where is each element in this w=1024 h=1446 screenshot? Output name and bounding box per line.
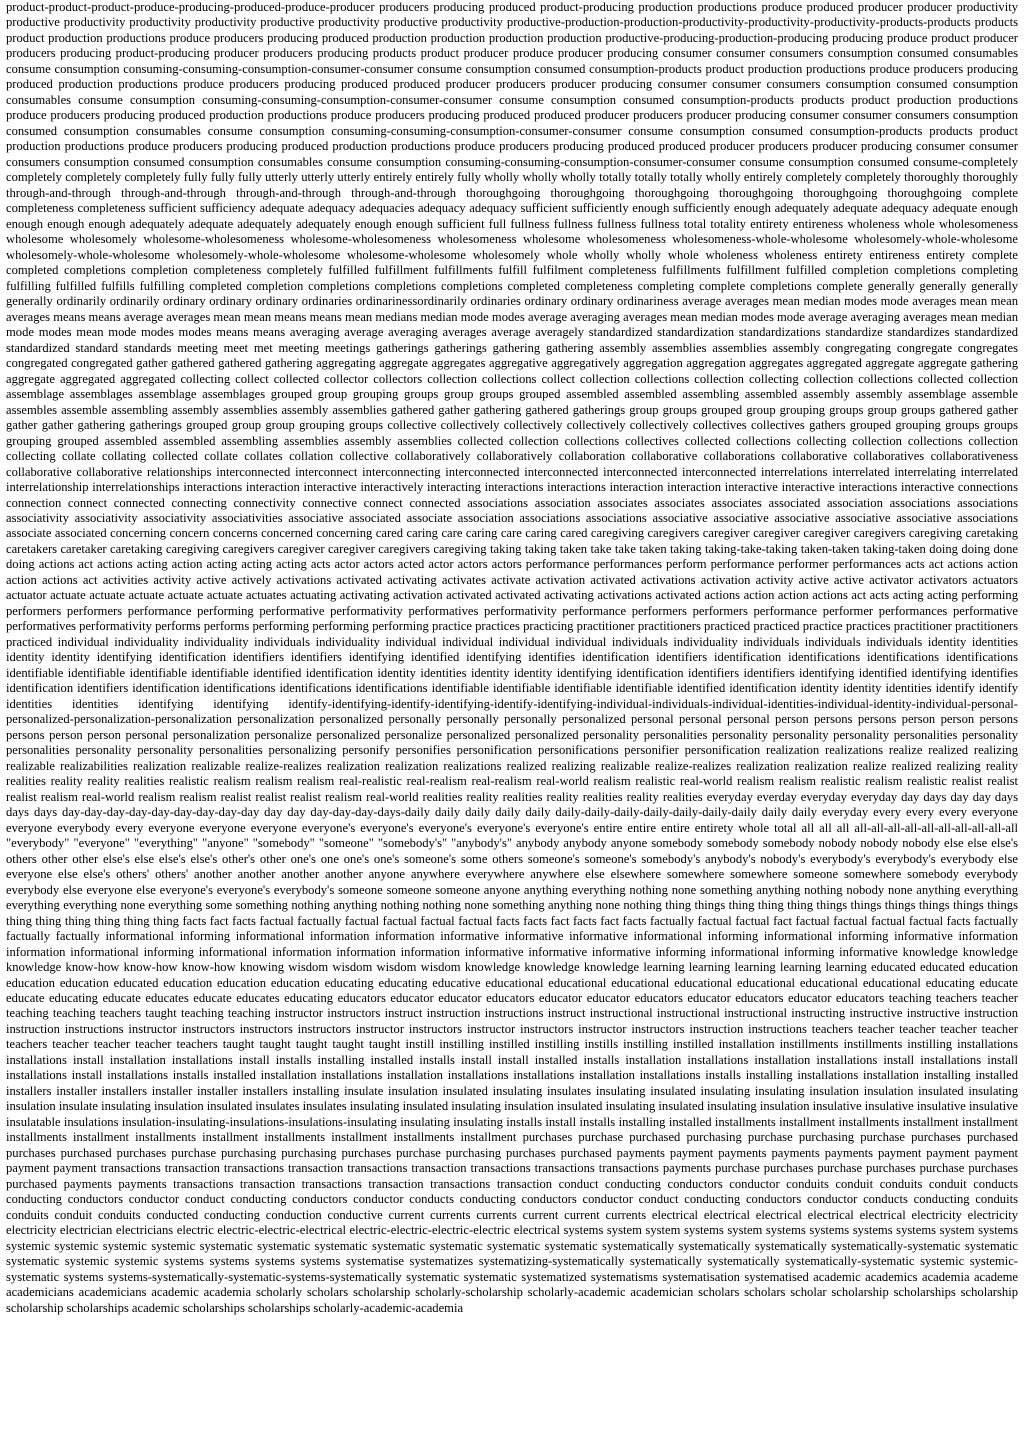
body-text: product-product-product-produce-producing-produced-produce-producer producers producing produced product-producing production productions produce produced producer producer productivity productive productivity productivity productivity productive productivity productive productivity productive-production-production-productivity-productivity-productivity-products-products products product production productions produce producers producing produced production production production production productive-producing-production-producing producing produce product producer producers producing product-producing producer producers producing products product producer produce producer producing consumer consumer consumers consumption consumed consumables consume consumption consuming-consuming-consumption-consumer-consumer consume consumption consumed consumption-products product production productions produce producers producing produced production productions produce producers producing produced produced producer producers producer producing consumer consumer consumers consumption consumed consumption consumables consume consumption consuming-consuming-consumption-consumer-consumer consume consumption consumed consumption-products products product production productions produce producers producing produced production productions produce producers producing produced produced producer producers producer producing consumer consumer consumers consumption consumed consumption consumables consume consumption consuming-consuming-consumption-consumer-consumer consume consumption consumed consumption-products products product production productions produce producers producing produced production productions produce producers producing produced produced producer producers producer producing consumer consumer consumers consumption consumed consumption consumables consume consumption consuming-consuming-consumption-consumer-consumer consume consumption consumed consume-completely completely completely completely fully fully fully utterly utterly utterly entirely entirely fully wholly wholly wholly totally totally totally wholly entirely completely completely thoroughly thoroughly through-and-through through-and-through through-and-through through-and-through thoroughgoing thoroughgoing thoroughgoing thoroughgoing thoroughgoing thoroughgoing complete completeness completeness sufficient sufficiency adequate adequacy adequacies adequacy adequacy sufficient sufficiently enough sufficiently enough adequately adequate adequacy adequate enough enough enough enough adequately adequate adequately adequately enough enough sufficient full fullness fullness fullness fullness total totality entirety entireness wholeness whole wholesomeness wholesome wholesomely wholesome-wholesomeness wholesome-wholesomeness wholesomeness wholesome wholesomeness wholesomeness-whole-wholesome wholesomely-whole-wholesome wholesomely-whole-wholesome wholesomely-whole-wholesome wholesome-wholesome wholesomely whole wholly wholly whole wholeness wholeness entirety entireness entirety complete completed completions completion completeness completely fulfilled fulfillment fulfillments fulfill fulfilment completeness fulfillments fulfillment fulfilled completion completions completing fulfilling fulfilled fulfills fulfilling completed completion completions completions completions completed completeness completing complete completions complete generally generally generally generally ordinarily ordinarily ordinary ordinary ordinary ordinaries ordinarinessordinarily ordinaries ordinary ordinary ordinariness average averages mean median modes mode averages mean mean averages means means average averages mean mean means means mean medians median mode modes average averaging averages mean median modes mode average averaging averages mean median mode modes mean mode modes modes means means averaging average averaging averages average averagely standardized standardization standardizations standardize standardizes standardized standardized standard standards meeting meet met meeting meetings gatherings gatherings gathering gathering assembly assemblies assemblies assembly congregating congregate congregates congregated congregated gather gathered gathered gathering aggregating aggregate aggregates aggregative aggregatively aggregation aggregation aggregates aggregated aggregate aggregate gathering aggregate aggregated aggregated collecting collect collected collector collectors collection collections collect collection collections collection collecting collection collections collected collection assemblage assemblages assemblage assemblages grouped group grouping groups group groups grouped assembled assembled assembling assembled assembly assembly assemblage assemble assembles assemble assembling assembly assemblies assembly assemblies gathered gather gathering gathered gatherings group groups grouped group grouping groups group groups gathered gather gather gather gathering gatherings grouped group group grouping groups collective collectively collectively collectively collectively collectives collectives gathers grouped grouping groups groups grouping grouped assembled assembled assembling assemblies assembly assemblies collected collection collections collectives collected collections collecting collection collections collection collecting collate collating collected collate collates collation collective collaboratively collaboratively collaboration collaborative collaborations collaborative collaboratives collaborativeness collaborative collaborative relationships interconnected interconnect interconnecting interconnected interconnected interconnected interconnected interrelations interrelated interrelating interrelated interrelationship interrelationships interactions interaction interactive interactively interacting interactions interactions interaction interaction interactive interactive interactions interactive connections connection connect connected connecting connectivity connective connect connected associations association associates associates associates associated association associations associations associativity associativity associativity associativities associative associated associate association associations associations associative associative associative associative associative associations associate associated concerning concern concerns concerned concerning cared caring care caring care caring cared caregiving caregivers caregiver caregiver caregiver caregivers caregiving caretaking caretakers caretaker caretaking caregiving caregivers caregiver caregiver caregivers caregiving taking taking taken take take taken taking taking-take-taking taken-taken taking-taken doing doing done doing actions act actions acting action acting acting acting acts actor actors acted actor actors actors performance performances perform performance performer performances acts act actions action action actions act activities activity active actively activations activated activating activates activate activation activated activations activation activity active active activator activators actuators actuator actuate actuate actuate actuate actuate actuates actuating activating activation activated activated activating activations activated actions action action actions act acts acting acting performing performers performers performance performing performative performativity performatives performativity performance performers performers performance performer performances performative performatives performativity performs performs performing performing performing practice practices practicing practitioner practitioners practiced practiced practice practices practitioner practitioners practiced individual individuality individuality individuals individuality individual individual individual individual individuals individuality individuals individuals individuals identity identities identity identity identifying identification identifiers identifiers identifying identified identifying identifies identification identifiers identification identifications identifications identifications identifiable identifiable identifiable identifiable identified identification identity identities identity identity identifying identification identifiers identifiers identifying identified identifying identifies identification identifiers identification identifications identifications identifications identifiable identifiable identifiable identifiable identified identification identity identity identities identify identify identities identities identifying identifying identify-identifying-identify-identifying-identify-identifying-individual-individuals-individual-identities-individual-identity-individual-personal-personalized-personalization-personalization personalization personalized personally personally personally personalized personal personal personal person persons persons person person persons persons person person personal personalization personalize personalized personalize personalized personalized personality personalities personality personality personality personalities personality personalities personality personality personalities personalizing personify personifies personification personifications personifier personification realization realizations realize realized realizing realizable realizabilities realization realizable realize-realizes realization realization realizations realized realizing realizable realize-realizes realization realization realize realized realizing reality realities reality reality realities realistic realism realism realism real-realistic real-realism real-realism real-world realism realistic real-world realism realism realistic realism realistic realist realist realist realism real-world realism realism realist realist realist realism real-world realities reality realities reality realities reality realities everyday everday everyday everyday day days day day days days days day-day-day-day-day-day-day-day-day day day day-day-day-days-daily daily daily daily daily daily-daily-daily-daily-daily-daily-daily daily daily everyday every every every everyone everyone everybody every everyone everyone everyone everyone's everyone's everyone's everyone's everyone's entire entire entire entirety whole total all all all all-all-all-all-all-all-all-all-all-all "everybody" "everyone" "everything" "anyone" "somebody" "someone" "somebody's" "anybody's" anybody anybody anyone somebody somebody somebody nobody nobody nobody else else else's others other other else's else else's else's other's other one's one one's one's someone's some others someone's someone's somebody's anybody's nobody's everybody's everybody's everybody else everyone else else's others' others' another another another another anyone anywhere everywhere anywhere else elsewhere somewhere somewhere someone somewhere somebody everybody everybody else everyone else everyone's everyone's everybody's someone someone someone anyone anything everything nothing none something anything nothing nobody none anything everything everything everything none everything some something nothing anything nothing nothing none something anything none nothing thing things thing thing thing things things things things things things thing thing thing thing thing thing facts fact facts factual factually factual factual factual factual facts facts fact facts fact facts factually factual factual fact factual factual factual factual facts factually factually factually informational informing informational information information informative informative informative informational informing informational informing informative information information informational informing informational information information information informative informative informative informing informational informing informative knowledge knowledge knowledge know-how know-how know-how knowing wisdom wisdom wisdom wisdom knowledge knowledge knowledge learning learning learning learning learning educated educated education education education educated education education education educating educating educative educational educational educational educational educational educational educational educating educate educate educating educate educates educate educates educating educators educator educator educators educator educator educators educator educators educator educators teaching teachers teacher teaching teaching teachers taught teaching teaching instructor instructors instruct instruction instructions instruct instructional instructional instructional instructing instructive instructive instruction instruction instructions instructor instructors instructors instructors instructor instructors instructor instructors instructor instructors instruction instructions teachers teacher teacher teacher teacher teachers teacher teacher teacher teachers taught taught taught taught taught instill instilling instilled instilling instills instilling instilled installation instillments instillments instilling installations installations install installation installations install installs installing installed installs install install installed installs installation installations installation installations install installations install installations install installations installs installed installation installations installation installations installations installation installations installs installing installations installation installing installed installers installer installers installer installer installers installing insulate insulation insulated insulating insulates insulating insulated insulating insulating insulation insulation insulated insulating insulation insulate insulating insulation insulated insulates insulates insulating insulated insulating insulation insulated insulating insulated insulating insulation insulative insulative insulative insulative insulatable insulations insulation-insulating-insulations-insulations-insulating insulating insulating installs install installs installing installed installments installment installments installment installment installments installment installments installment installments installment installments installment purchases purchase purchased purchasing purchase purchasing purchase purchases purchased purchases purchased purchases purchase purchasing purchasing purchases purchase purchasing purchases purchased payments payment payments payments payments payment payment payment payment payment transactions transaction transactions transaction transactions transaction transactions transactions transactions payments purchase purchases purchase purchases purchase purchases purchased payments payments transactions transaction transactions transaction transactions transaction conduct conducting conductors conductor conduits conduit conduits conduit conducts conducting conductors conductor conduct conducting conductors conductor conducts conducting conductors conductor conduct conducting conductors conductor conducts conducting conduits conduits conduit conduits conducted conducting conduction conductive current currents currents current current currents electrical electrical electrical electrical electrical electricity electricity electricity electrician electricians electric electric-electric-electrical electric-electric-electric-electric electrical systems system system systems system systems systems systems systems system systems systemic systemic systemic systemic systematic systematic systematic systematic systematic systematic systematic systematically systematically systematically systematically-systematic systematic systematic systemic systemic systems systems systems systems systematise systematizes systematizing-systematically systematically systematically systematically-systematic systemic systemic-systematic systems systems-systematically-systematic-systems-systematically systematic systematic systematized systematisms systematisation systematised academic academics academia academe academicians academicians academic academia scholarly scholars scholarship scholarly-scholarship scholarly-academic academician scholars scholars scholar scholarship scholarships scholarship scholarship scholarships academic scholarships scholarships scholarly-academic-academia [6,0,1018,1315]
